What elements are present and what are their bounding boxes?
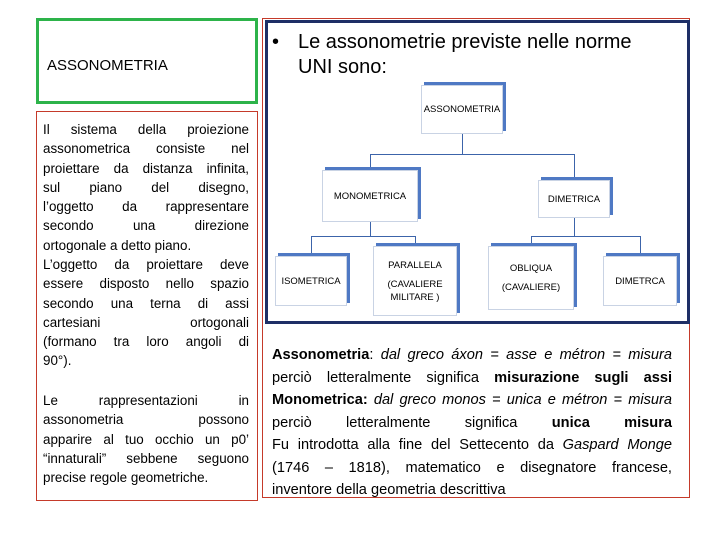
text-fragment: Fu introdotta alla fine del Settecento da [272, 437, 563, 453]
desc-line: secondo una terna di assi [43, 295, 249, 311]
desc-line: essere disposto nello spazio [43, 276, 249, 292]
connector [370, 154, 371, 170]
desc-line: assonometrica consiste nel [43, 141, 249, 157]
desc-line: (formano tra loro angoli di [43, 334, 249, 350]
node-parallela [373, 246, 457, 316]
meaning-text: unica misura [551, 414, 673, 431]
connector [531, 236, 641, 237]
desc-line: L’oggetto da proiettare deve [43, 257, 249, 272]
desc-line: ortogonale a detto piano. [43, 237, 192, 253]
connector [574, 218, 575, 236]
connector [415, 236, 416, 246]
connector [311, 236, 416, 237]
node-label: ISOMETRICA [281, 275, 341, 287]
node-label: OBLIQUA [509, 263, 553, 274]
desc-line: apparire al tuo occhio un p0’ [43, 431, 249, 447]
node-sublabel: (CAVALIERE MILITARE ) [387, 278, 443, 303]
node-assonometria [421, 85, 503, 134]
description-paragraph-1 [43, 120, 249, 255]
desc-line: cartesiani ortogonali [43, 314, 249, 330]
node-label: MONOMETRICA [333, 190, 407, 202]
connector [370, 154, 575, 155]
description-box [36, 111, 258, 501]
node-label: PARALLELA [388, 259, 442, 271]
node-dimetrica [538, 180, 610, 218]
bullet-line-2: UNI sono: [298, 56, 387, 78]
meaning-text: misurazione sugli assi [494, 369, 672, 386]
definition-line [272, 389, 672, 412]
connector [370, 222, 371, 236]
desc-line: 90°). [43, 353, 72, 369]
connector [311, 236, 312, 256]
text-fragment: perciò letteralmente significa [272, 414, 552, 431]
text-fragment: perciò letteralmente significa [272, 369, 495, 386]
node-obliqua [488, 246, 574, 310]
title-box [36, 18, 258, 104]
etymology-text: dal greco monos = unica e métron = misura [373, 392, 673, 408]
term-assonometria: Assonometria [272, 347, 370, 363]
connector [462, 134, 463, 154]
definitions-text [272, 344, 672, 502]
definition-line [272, 434, 672, 457]
node-sublabel: (CAVALIERE) [501, 282, 561, 293]
etymology-text: dal greco áxon = asse e métron = misura [380, 347, 673, 363]
person-name: Gaspard Monge [562, 437, 672, 453]
desc-line: sul piano del disegno, [43, 179, 249, 195]
desc-line: l’oggetto da rappresentare [43, 199, 249, 215]
desc-line: proiettare da distanza infinita, [43, 160, 249, 176]
desc-line: “innaturali” sebbene seguono [43, 450, 249, 466]
definition-line: (1746 – 1818), matematico e disegnatore francese, [272, 459, 672, 476]
node-monometrica [322, 170, 418, 222]
connector [574, 154, 575, 180]
slide-title: ASSONOMETRIA [47, 57, 168, 74]
definition-line: inventore della geometria descrittiva [272, 482, 506, 498]
node-dimetrca [603, 256, 677, 306]
description-paragraph-2 [43, 255, 249, 371]
term-monometrica: Monometrica: [272, 392, 374, 408]
node-label: DIMETRICA [547, 193, 601, 205]
desc-line: secondo una direzione [43, 218, 249, 234]
connector [531, 236, 532, 246]
node-label: DIMETRCA [615, 275, 665, 287]
definition-line [272, 412, 672, 435]
desc-line: Le rappresentazioni in [43, 393, 249, 408]
text-fragment: : [369, 347, 381, 363]
desc-line: precise regole geometriche. [43, 470, 209, 486]
bullet-line-1: Le assonometrie previste nelle norme [298, 31, 632, 53]
node-label: ASSONOMETRIA [423, 104, 501, 115]
desc-line: assonometria possono [43, 412, 249, 428]
connector [640, 236, 641, 256]
description-paragraph-3 [43, 391, 249, 487]
desc-line: Il sistema della proiezione [43, 122, 249, 137]
bullet-marker: • [272, 31, 280, 53]
definition-line [272, 344, 672, 367]
node-isometrica [275, 256, 347, 306]
definition-line [272, 367, 672, 390]
